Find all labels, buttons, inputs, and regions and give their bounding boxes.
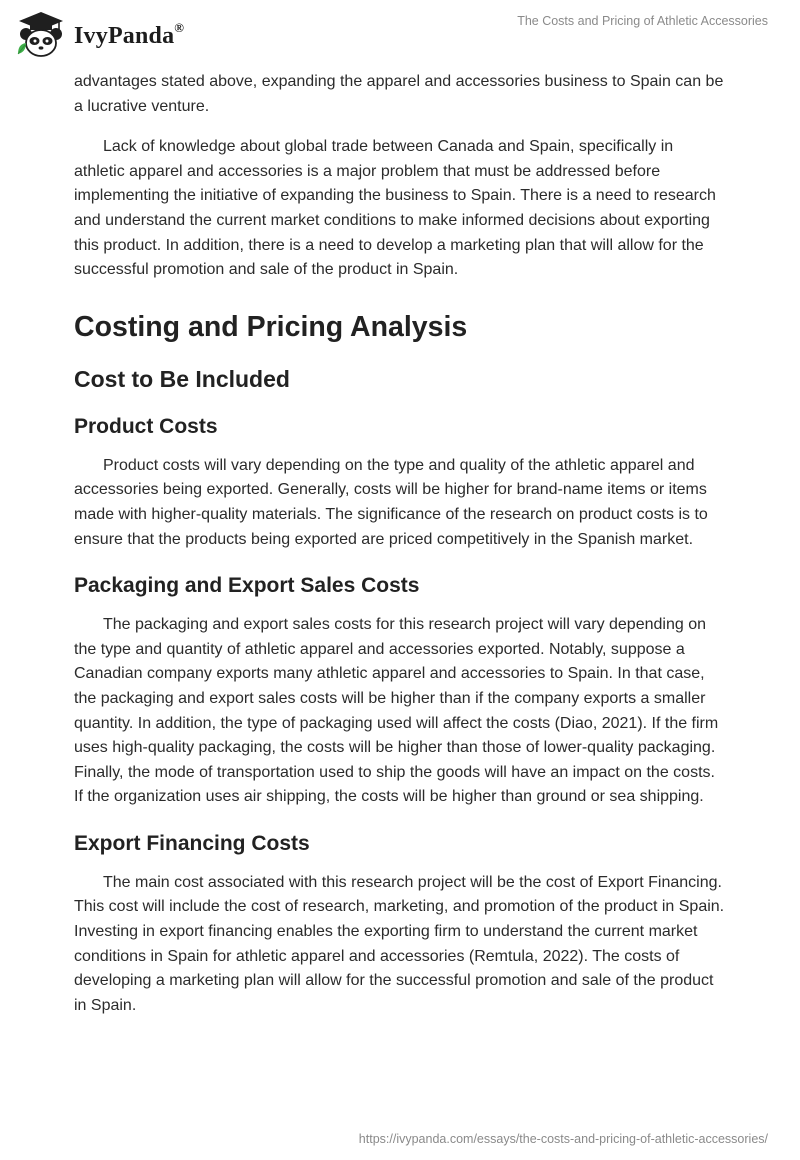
heading-packaging-export-sales-costs: Packaging and Export Sales Costs	[74, 574, 420, 598]
heading-export-financing-costs: Export Financing Costs	[74, 831, 310, 855]
heading-costing-pricing-analysis: Costing and Pricing Analysis	[74, 310, 468, 343]
essay-body	[74, 70, 726, 1018]
paragraph-product-costs: Product costs will vary depending on the type and quality of the athletic apparel and accessories being exported. Generally, costs will be higher for brand-name items or items made with higher-quality materials. The significance of the research on product costs is to ensure that the products being exported are priced competitively in the Spanish market.	[74, 456, 708, 548]
footer-source-url[interactable]: https://ivypanda.com/essays/the-costs-and-pricing-of-athletic-accessories/	[358, 1132, 768, 1146]
paragraph-packaging-costs: The packaging and export sales costs for this research project will vary depending on the type and quantity of athletic apparel and accessories exported. Notably, suppose a Canadian company exports many athletic apparel and accessories to Spain. In that case, the packaging and export sales costs will be higher than if the company exports a smaller quantity. In addition, the type of packaging used will affect the costs (Diao, 2021). If the firm uses high-quality packaging, the costs will be higher than those of lower-quality packaging. Finally, the mode of transportation used to ship the goods will have an impact on the costs. If the organization uses air shipping, the costs will be higher than ground or sea shipping.	[74, 616, 719, 806]
page-header	[0, 0, 800, 70]
panda-graduate-icon	[14, 10, 68, 60]
registered-mark: ®	[174, 19, 185, 35]
ivypanda-logo[interactable]	[14, 10, 184, 60]
paragraph-intro-tail: advantages stated above, expanding the apparel and accessories business to Spain can be a lucrative venture.	[74, 73, 724, 115]
heading-cost-to-be-included: Cost to Be Included	[74, 365, 290, 392]
document-title: The Costs and Pricing of Athletic Accessories	[517, 14, 768, 28]
paragraph-problem: Lack of knowledge about global trade between Canada and Spain, specifically in athletic apparel and accessories is a major problem that must be addressed before implementing the initiative of expanding the business to Spain. There is a need to research and understand the current market conditions to make informed decisions about exporting this product. In addition, there is a need to develop a marketing plan that will allow for the successful promotion and sale of the product in Spain.	[74, 138, 716, 279]
heading-product-costs: Product Costs	[74, 414, 218, 438]
logo-wordmark: IvyPanda®	[74, 19, 185, 49]
paragraph-export-financing: The main cost associated with this research project will be the cost of Export Financing. This cost will include the cost of research, marketing, and promotion of the product in Spain. Investing in export financing enables the exporting firm to understand the current market conditions in Spain for athletic apparel and accessories (Remtula, 2022). The costs of developing a marketing plan will allow for the successful promotion and sale of the product in Spain.	[74, 873, 725, 1014]
